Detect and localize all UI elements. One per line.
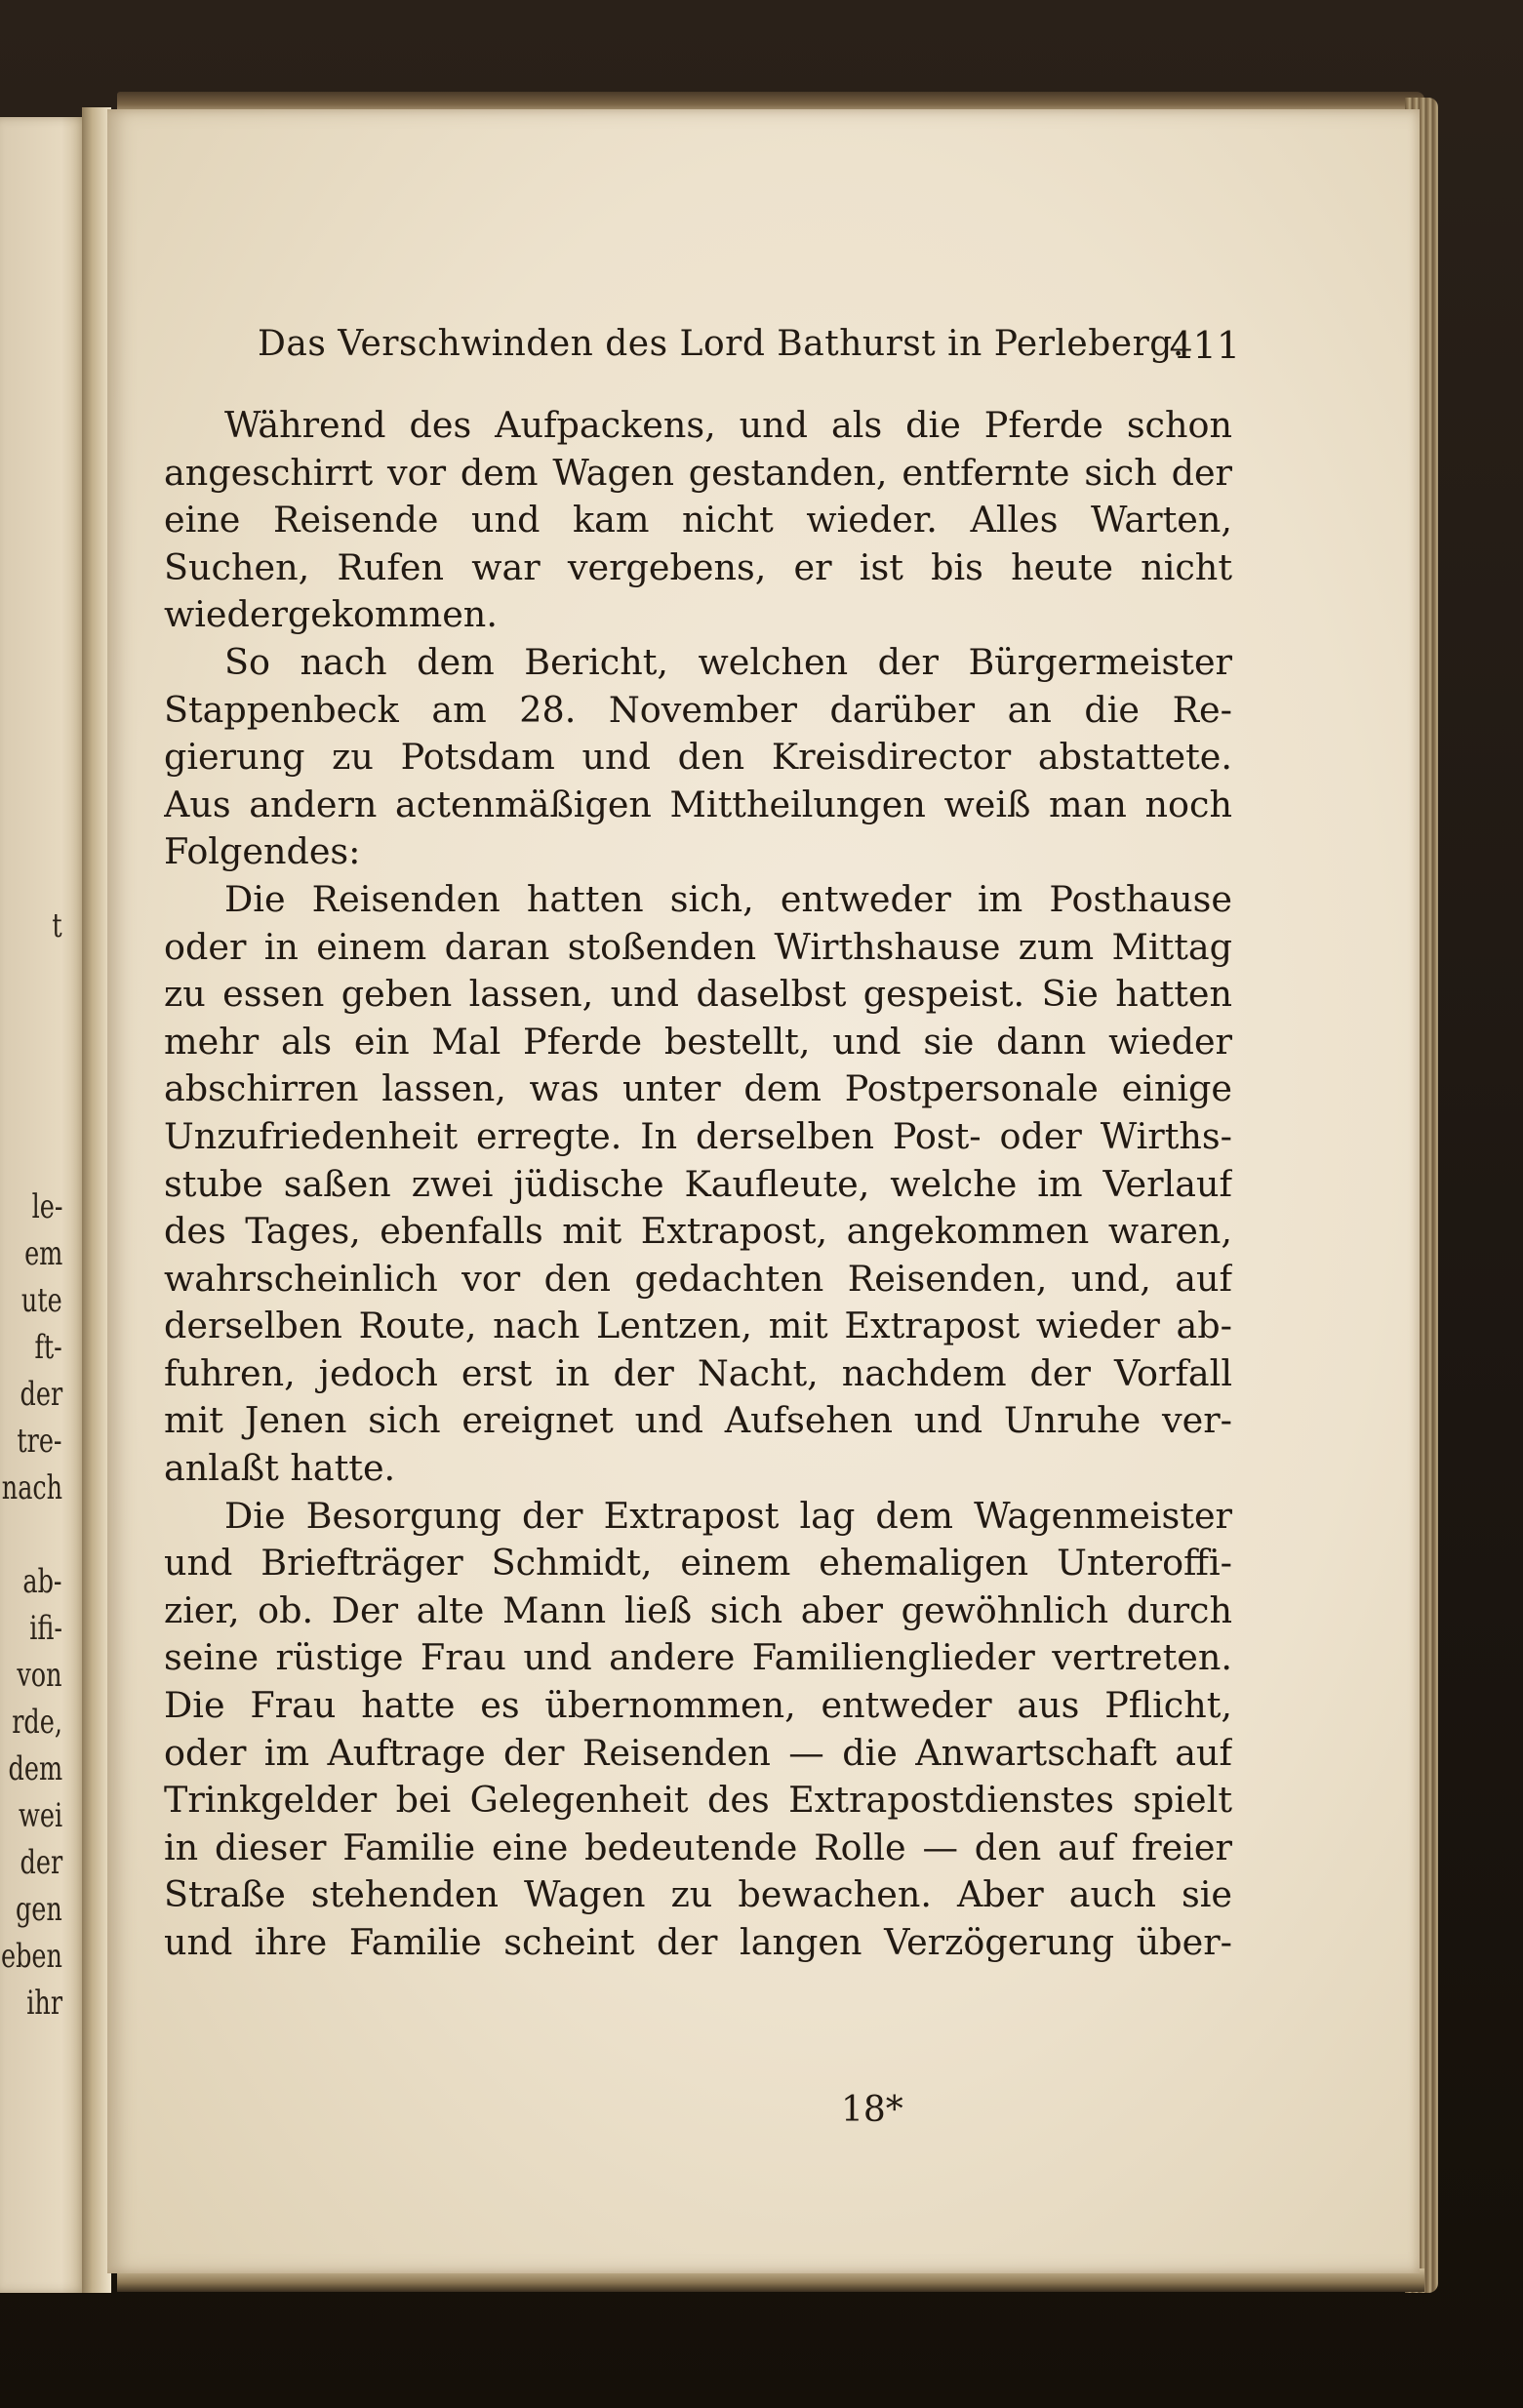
text-line: angeschirrt vor dem Wagen gestanden, entfernte sich der [164, 451, 1232, 494]
page-number: 411 [1169, 324, 1240, 367]
previous-page-fragment: ab- [22, 1562, 62, 1601]
text-line: eine Reisende und kam nicht wieder. Alles Warten, [164, 499, 1232, 542]
previous-page-fragment: ute [21, 1281, 62, 1320]
paragraph [164, 876, 1232, 1493]
text-line: abschirren lassen, was unter dem Postpersonale einige [164, 1067, 1232, 1110]
previous-page-fragment: dem [8, 1749, 62, 1788]
text-line: gierung zu Potsdam und den Kreisdirector abstattete. [164, 736, 1232, 779]
text-line: in dieser Familie eine bedeutende Rolle — den auf freier [164, 1826, 1232, 1868]
previous-page-fragment: tre- [17, 1422, 62, 1461]
previous-page-fragment: ihr [26, 1984, 62, 2023]
previous-page-fragment: le- [31, 1187, 62, 1226]
text-line: derselben Route, nach Lentzen, mit Extrapost wieder ab- [164, 1304, 1232, 1347]
body-text [164, 402, 1232, 1967]
text-line: Die Reisenden hatten sich, entweder im Posthause [224, 877, 1232, 920]
previous-page-fragment: der [20, 1843, 62, 1882]
text-line: fuhren, jedoch erst in der Nacht, nachdem der Vorfall [164, 1351, 1232, 1394]
book-page [107, 109, 1420, 2273]
previous-page-fragment: nach [1, 1468, 62, 1507]
text-line: Trinkgelder bei Gelegenheit des Extrapostdienstes spielt [164, 1779, 1232, 1822]
text-line: oder in einem daran stoßenden Wirthshause zum Mittag [164, 925, 1232, 968]
text-line: zu essen geben lassen, und daselbst gespeist. Sie hatten [164, 973, 1232, 1016]
text-line: mit Jenen sich ereignet und Aufsehen und Unruhe ver- [164, 1399, 1232, 1442]
text-line: wahrscheinlich vor den gedachten Reisenden, und, auf [164, 1257, 1232, 1300]
text-line: Straße stehenden Wagen zu bewachen. Aber auch sie [164, 1873, 1232, 1916]
text-line: anlaßt hatte. [164, 1447, 396, 1490]
text-line: Suchen, Rufen war vergebens, er ist bis heute nicht [164, 545, 1232, 588]
text-line: So nach dem Bericht, welchen der Bürgermeister [224, 640, 1232, 683]
text-line: Folgendes: [164, 830, 361, 873]
text-line: oder im Auftrage der Reisenden — die Anwartschaft auf [164, 1731, 1232, 1774]
text-line: Die Frau hatte es übernommen, entweder aus Pflicht, [164, 1684, 1232, 1727]
paragraph [164, 402, 1232, 639]
previous-page-fragment: gen [16, 1890, 62, 1929]
text-line: stube saßen zwei jüdische Kaufleute, welche im Verlauf [164, 1162, 1232, 1205]
page-content [164, 324, 1240, 1967]
text-line: wiedergekommen. [164, 593, 498, 636]
previous-page-fragment: eben [1, 1937, 62, 1976]
text-line: mehr als ein Mal Pferde bestellt, und sie dann wieder [164, 1020, 1232, 1063]
running-title: Das Verschwinden des Lord Bathurst in Perleberg. [258, 324, 1184, 364]
text-line: zier, ob. Der alte Mann ließ sich aber gewöhnlich durch [164, 1588, 1232, 1631]
text-line: Aus andern actenmäßigen Mittheilungen weiß man noch [164, 783, 1232, 825]
previous-page-fragment: t [52, 906, 62, 945]
previous-page-text-fragments [2, 117, 70, 2293]
previous-page-fragment: der [20, 1375, 62, 1414]
paragraph [164, 639, 1232, 876]
previous-page-fragment: wei [18, 1796, 62, 1835]
text-line: des Tages, ebenfalls mit Extrapost, angekommen waren, [164, 1210, 1232, 1253]
signature-mark: 18* [841, 2090, 903, 2130]
text-line: Unzufriedenheit erregte. In derselben Post- oder Wirths- [164, 1114, 1232, 1157]
previous-page-edge [0, 117, 88, 2293]
text-line: Stappenbeck am 28. November darüber an die Re- [164, 688, 1232, 731]
text-line: und ihre Familie scheint der langen Verzögerung über- [164, 1921, 1232, 1963]
previous-page-fragment: rde, [12, 1703, 62, 1742]
text-line: und Briefträger Schmidt, einem ehemaligen Unteroffi- [164, 1542, 1232, 1585]
previous-page-fragment: ft- [34, 1328, 62, 1367]
text-line: Die Besorgung der Extrapost lag dem Wagenmeister [224, 1494, 1232, 1537]
text-line: Während des Aufpackens, und als die Pferde schon [224, 404, 1232, 446]
previous-page-fragment: em [23, 1234, 62, 1273]
running-header [164, 324, 1240, 382]
text-line: seine rüstige Frau und andere Familienglieder vertreten. [164, 1636, 1232, 1679]
previous-page-fragment: von [17, 1656, 62, 1695]
paragraph [164, 1493, 1232, 1967]
previous-page-fragment: ifi- [29, 1609, 62, 1648]
